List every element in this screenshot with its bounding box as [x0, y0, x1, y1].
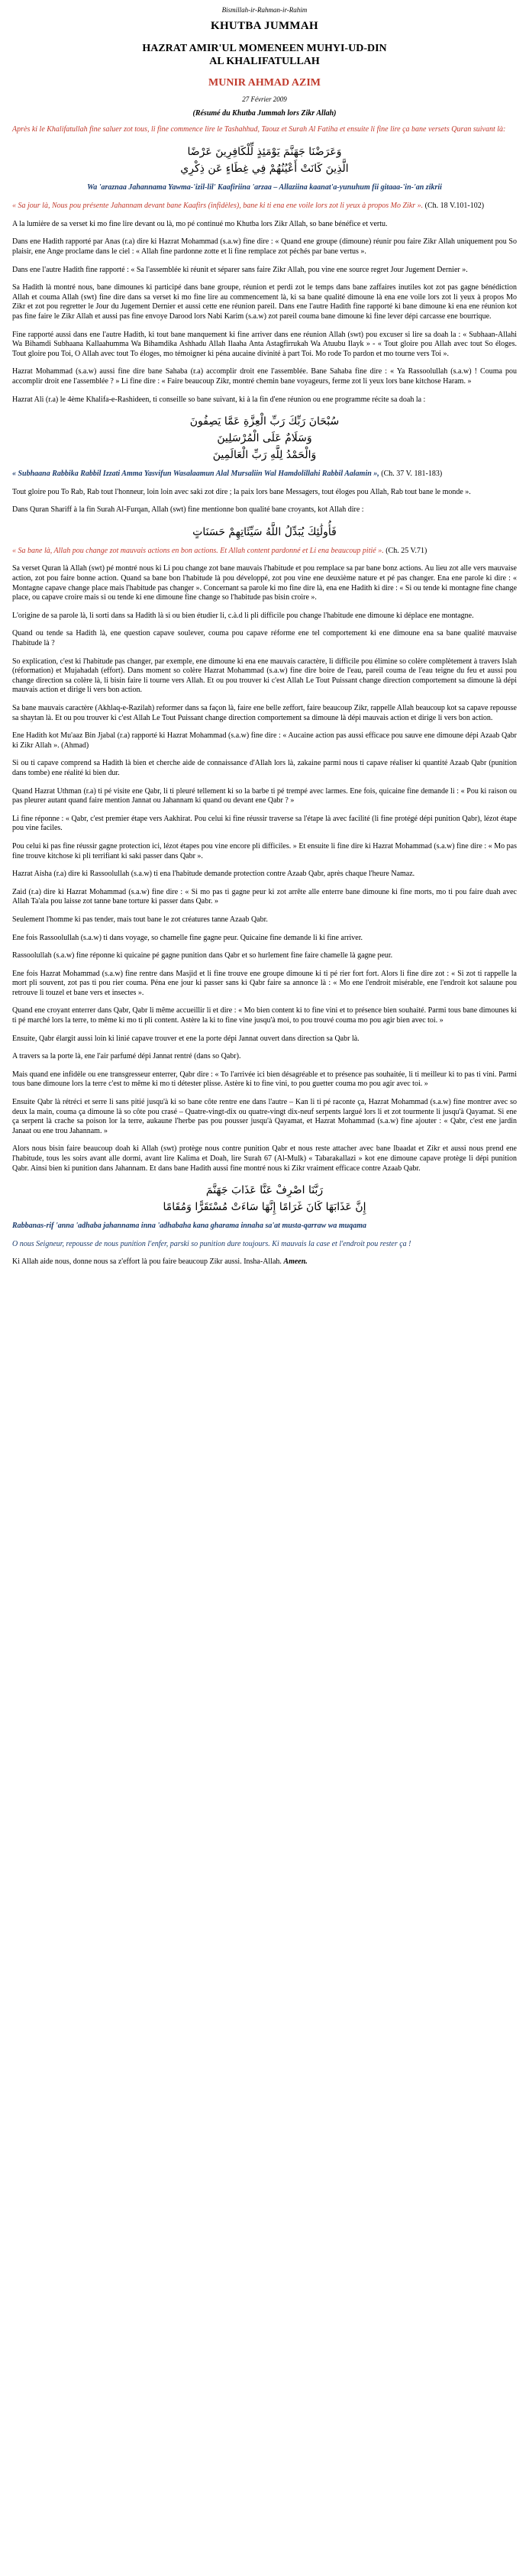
paragraph: Ene Hadith kot Mu'aaz Bin Jjabal (r.a) rapporté ki Hazrat Mohammad (s.a.w) fine dire : « Aucaine action pas aussi efficace pou sauve ene dimoune dépi Azaab Qabr ki Zikr Allah ». (Ahmad) [12, 731, 517, 750]
paragraph: Pou celui ki pas fine réussir gagne protection ici, lézot étapes pou vine encore pli difficiles. » Et ensuite li fine dire ki Hazrat Mohammad (s.a.w) fine dire : « Mo pas fine trouve kitchose ki pli terrifiant ki saki passer dans Qabr ». [12, 841, 517, 860]
verse-4-transliteration: Rabbanas-rif 'anna 'adhaba jahannama inna 'adhabaha kana gharama innaha sa'at musta-qarraw wa muqama [12, 1222, 367, 1231]
paragraph: Hazrat Aisha (r.a) dire ki Rassoolullah (s.a.w) ti ena l'habitude demande protection contre Azaab Qabr, après chaque l'heure Namaz. [12, 870, 415, 879]
quran-verse-4-arabic [12, 1182, 517, 1215]
paragraph: Ene fois Hazrat Mohammad (s.a.w) fine rentre dans Masjid et li fine trouve ene groupe dimoune ki ti pé rier fort fort. Alors li fine dire zot : « Si zot ti rappelle la mort pli souvent, zot pas ti pou rier couma. Péna ene jour ki passer sans ki Qabr faire sa annonce là : « Mo ene l'endroit misérable, ene l'endroit kot salaune pou retrouve li touzel et bane vers et insectes ». [12, 969, 517, 997]
paragraph: Alors nous bisin faire beaucoup doah ki Allah (swt) protège nous contre punition Qabr et nous reste attacher avec bane Ibaadat et Zikr et aussi nous prend ene l'habitude, tous les soirs avant alle dormi, avant lire Kalima et Doah, lire Surah 67 (Al-Mulk) « Tabarakallazi » kot ene dimoune capave protège li dépi punition Qabr. Ainsi bien ki punition dans Jahannam. Et dans bane Hadith aussi fine montré nous ki Zikr vraiment efficace contre Azaab Qabr. [12, 1144, 517, 1173]
paragraph: Li fine réponne : « Qabr, c'est premier étape vers Aakhirat. Pou celui ki fine réussir traverse sa l'étape là avec facilité (li fine protégé dépi punition Qabr), lézot étape pou vine faciles. [12, 814, 517, 833]
ameen: Ameen. [283, 1257, 308, 1267]
arabic-line: وَعَرَضْنَا جَهَنَّمَ يَوْمَئِذٍ لِّلْكَافِرِينَ عَرْضًا [187, 145, 342, 158]
paragraph: Sa Hadith là montré nous, bane dimounes ki participé dans bane groupe, réunion et perdi zot le temps dans bane zaffaires inutiles kot zot pas gagne bénédiction Allah et couma Allah (swt) fine dire dans sa verset ki mo fine lire au commencement là, ki sa bane qualité dimoune là ena ene voile lors zot li yeux à propos Mo Zikr et zot pou regretter le Jour du Jugement Dernier et aussi cette ene réunion pareil. Dans ene l'autre Hadith fine rapporté ki bane dimoune ki ena ene réunion kot pas fine faire le Zikr Allah et aussi pas fine envoye Darood lors Nabi Karim (s.a.w) zot pareil couma bane dimoune ki fine lever dépi carcasse ene bourrique. [12, 283, 517, 321]
paragraph: Quand ene croyant enterrer dans Qabr, Qabr li même accueillir li et dire : « Mo bien content ki to fine vini et to présence bien souhaité. Parmi tous bane dimounes ki ti pé marché lors la terre, to même ki mo ti pli content. Astère la ki to fine vine jusqu'à moi, to pou trouvé couma mo pou agir bien avec toi. » [12, 1006, 517, 1025]
verse-1-translation [12, 202, 517, 211]
paragraph: Hazrat Ali (r.a) le 4ème Khalifa-e-Rashideen, ti conseille so bane suivant, ki à la fin d'ene réunion ou ene programme récite sa doah la : [12, 395, 426, 404]
intro-paragraph: Après ki le Khalifatullah fine saluer zot tous, li fine commence lire le Tashahhud, Taouz et Surah Al Fatiha et ensuite li fine lire ça bane versets Quran suivant là: [12, 125, 506, 134]
arabic-line: وَسَلَامٌ عَلَى الْمُرْسَلِينَ [217, 432, 312, 445]
paragraph: So explication, c'est ki l'habitude pas changer, par exemple, ene dimoune ki ena ene mauvais caractère, li difficile pou élimine so colère complètement à travers Islah (réformation) et Mujahadah (effort). Dans moment so colère Hazrat Mohammad (s.a.w) fine dire boire de l'eau, pareil couma de l'eau teigne du feu et aussi pou change direction sa colère là, li bisin faire li tourne vers Allah. Et ou pou trouver ki c'est Allah Le Tout Puissant change direction comportement sa dimoune là dépi mauvais action et dirige li vers bon action. [12, 657, 517, 695]
sermon-summary-label: (Résumé du Khutba Jummah lors Zikr Allah) [192, 109, 337, 118]
paragraph: Quand ou tende sa Hadith là, ene question capave soulever, couma pou capave réforme ene tel comportement ki ene dimoune ena sa bane qualité mauvaise l'habitude là ? [12, 629, 517, 648]
arabic-line: الَّذِينَ كَانَتْ أَعْيُنُهُمْ فِي غِطَاءٍ عَن ذِكْرِي [180, 162, 349, 175]
paragraph: Zaid (r.a) dire ki Hazrat Mohammad (s.a.w) fine dire : « Si mo pas ti gagne peur ki zot arrête alle enterre bane dimoune ki fine morts, mo ti pou faire duah avec Allah Ta'ala pou laisse zot tanne bane torture ki passer dans Qabr. » [12, 887, 517, 906]
paragraph: Hazrat Mohammad (s.a.w) aussi fine dire bane Sahaba (r.a) accomplir droit ene l'assemblée. Bane Sahaba fine dire : « Ya Rassoolullah (s.a.w) ! Couma pou accomplir droit ene l'assemblée ? » Li fine dire : « Faire beaucoup Zikr, montré chemin bane voyageurs, ferme zot li yeux lors bane kitchose Haram. » [12, 367, 517, 386]
paragraph: Seulement l'homme ki pas tender, mais tout bane le zot créatures tanne Azaab Qabr. [12, 915, 268, 924]
page-title: KHUTBA JUMMAH [211, 20, 318, 32]
paragraph: Ensuite, Qabr élargit aussi loin ki linié capave trouver et ene la porte dépi Jannat ouvert dans direction sa Qabr là. [12, 1034, 360, 1043]
paragraph: Ensuite Qabr là rétréci et serre li sans pitié jusqu'à ki so bane côte rentre ene dans l'autre – Kan li ti pé raconte ça, Hazrat Mohammad (s.a.w) fine montrer avec so deux la main, couma ça dimoune là so côte pou crasé – Quatre-vingt-dix ou quatre-vingt dix-neuf serpents largué lors li et zot tourmente li jusqu'à Qayamat. Si ene ça serpent là crache sa poison lor la terre, aukaune l'herbe pas pou pousser jusqu'à Qayamat, et Hazrat Mohammad (s.a.w) fine ajouter : « Qabr, c'est ene jardin Janaat ou ene trou Jahannam. » [12, 1098, 517, 1135]
paragraph: Quand Hazrat Uthman (r.a) ti pé visite ene Qabr, li ti pleuré tellement ki so la barbe ti pé trempé avec larmes. Ene fois, quicaine fine demande li : « Pou ki raison ou pas pleurer autant quand faire mention Jannat ou Jahannam ki quand ou devant ene Qabr ? » [12, 786, 517, 805]
verse-3-translation [12, 547, 517, 557]
paragraph: Ene fois Rassoolullah (s.a.w) ti dans voyage, so chamelle fine gagne peur. Quicaine fine demande li ki fine arriver. [12, 933, 363, 942]
quran-verse-1-arabic [12, 144, 517, 177]
closing-text: Ki Allah aide nous, donne nous sa z'effort là pou faire beaucoup Zikr aussi. Insha-Allah. [12, 1257, 282, 1267]
imam-name: MUNIR AHMAD AZIM [208, 77, 321, 89]
verse-1-transliteration: Wa 'araznaa Jahannama Yawma-'izil-lil' Kaafiriina 'arzaa – Allaziina kaanat'a-yunuhum fii gitaaa-'in-'an zikrii [87, 182, 442, 192]
paragraph: Mais quand ene infidèle ou ene transgresseur enterrer, Qabr dire : « To l'arrivée ici bien désagréable et to présence pas souhaitée, li ti meilleur ki to pas ti vini. Parmi tous bane dimoune lors la terre c'est to même ki mo ti détester plisse. Astère ki to fine vini, to pou guetter couma mo pou agir avec toi. » [12, 1070, 517, 1089]
paragraph: Dans Quran Shariff à la fin Surah Al-Furqan, Allah (swt) fine mentionne bon qualité bane croyants, kot Allah dire : [12, 505, 364, 515]
paragraph: Dans ene l'autre Hadith fine rapporté : « Sa l'assemblée ki réunit et séparer sans faire Zikr Allah, pou vine ene source regret Jour Jugement Dernier ». [12, 265, 468, 274]
arabic-line: فَأُولَٰئِكَ يُبَدِّلُ اللَّهُ سَيِّئَاتِهِمْ حَسَنَاتٍ [192, 525, 337, 538]
paragraph: Si ou ti capave comprend sa Hadith là bien et cherche aide de connaissance d'Allah lors là, zakaine parmi nous ti capave réaliser ki quantité Azaab Qabr (punition dans tombe) ene réalité ki bien dur. [12, 759, 517, 777]
paragraph: Tout gloire pou To Rab, Rab tout l'honneur, loin loin avec saki zot dire ; la paix lors bane Messagers, tout éloges pou Allah, Rab tout bane le monde ». [12, 487, 471, 496]
paragraph: A travers sa la porte là, ene l'air parfumé dépi Jannat rentré (dans so Qabr). [12, 1052, 241, 1061]
paragraph: Sa verset Quran là Allah (swt) pé montré nous ki Li pou change zot bane mauvais l'habitude et pou remplace sa par bane bonz actions. Au lieu zot alle vers mauvaise action, zot pou faire bonne action. Quand sa bane bon l'habitude là pou développé, zot pou vine ene deuxième nature et pé pas changer. Ena ene parole ki dire : « Montagne capave change place mais l'habitude pas changer ». Concernant sa parole ki mo fine dire là, ena ene Hadith ki dire : « Si ou tende ki montagne fine change place, ou capave croire mais si ou tende ki ene dimoune fine change so l'habitude pas bisin croire ». [12, 564, 518, 602]
verse-reference: (Ch. 37 V. 181-183) [381, 470, 443, 479]
verse-4-translation: O nous Seigneur, repousse de nous punition l'enfer, parski so punition dure toujours. Ki mauvais la case et l'endroit pou rester ça ! [12, 1239, 411, 1248]
subtitle-line-2: AL KHALIFATULLAH [209, 56, 320, 67]
sermon-document [12, 0, 517, 1267]
arabic-line: رَبَّنَا اصْرِفْ عَنَّا عَذَابَ جَهَنَّمَ [205, 1184, 324, 1197]
paragraph: Sa bane mauvais caractère (Akhlaq-e-Razilah) reformer dans sa façon là, faire ene belle zeffort, faire beaucoup Zikr, rappelle Allah beaucoup kot sa capave repousse sa shaytan là. Et ou pou trouver ki c'est Allah Le Tout Puissant change direction comportement sa dimoune là dépi mauvais action et dirige li vers bon action. [12, 704, 517, 722]
paragraph: Rassoolullah (s.a.w) fine réponne ki quicaine pé gagne punition dans Qabr et so hurlement fine faire chamelle là gagne peur. [12, 951, 393, 960]
paragraph: Dans ene Hadith rapporté par Anas (r.a) dire ki Hazrat Mohammad (s.a.w) fine dire : « Quand ene groupe (dimoune) réunir pou faire Zikr Allah uniquement pou So plaisir, ene Ange proclame dans le ciel : « Allah fine pardonne zotte et li fine remplace zot péchés par bane vertus ». [12, 237, 517, 256]
verse-2-transliteration [12, 470, 517, 479]
verse-reference: (Ch. 18 V.101-102) [424, 202, 485, 211]
translation-text: « Sa jour là, Nous pou présente Jahannam devant bane Kaafirs (infidèles), bane ki ti ena ene voile lors zot li yeux à propos Mo Zikr ». [12, 202, 424, 211]
arabic-line: سُبْحَانَ رَبِّكَ رَبِّ الْعِزَّةِ عَمَّا يَصِفُونَ [189, 415, 340, 428]
translation-text: « Sa bane là, Allah pou change zot mauvais actions en bon actions. Et Allah content pardonné et Li ena beaucoup pitié ». [12, 546, 384, 555]
paragraph: L'origine de sa parole là, li sorti dans sa Hadith là si ou bien étudier li, c.à.d li pli difficile pou change l'habitude ene dimoune ki déplace ene montagne. [12, 611, 474, 620]
closing-paragraph [12, 1257, 517, 1267]
arabic-line: إِنَّ عَذَابَهَا كَانَ غَرَامًا إِنَّهَا سَاءَتْ مُسْتَقَرًّا وَمُقَامًا [163, 1201, 366, 1214]
bismillah: Bismillah-ir-Rahman-ir-Rahim [221, 6, 308, 14]
verse-reference: (Ch. 25 V.71) [385, 546, 427, 555]
paragraph: Fine rapporté aussi dans ene l'autre Hadith, ki tout bane manquement ki fine arriver dans ene réunion Allah (swt) pou excuser si lire sa doah la : « Subhaan-Allahi Wa Bihamdi Subhaana Kallaahumma Wa Bihamdika Ashhadu Allah Ilaaha Anta Astagfirrukah Wa Atuubu Ilayk » - « Tout gloire pou Allah avec tout So éloges. Tout gloire pou Toi, O Allah avec tout To éloges, mo témoigner ki péna aucaine divinité à part Toi. Mo rode To pardon et mo tourne vers Toi ». [12, 330, 517, 358]
transliteration-text: « Subhaana Rabbika Rabbil Izzati Amma Yasvifun Wasalaamun Alal Mursaliin Wal Hamdolillahi Rabbil Aalamin », [12, 470, 379, 479]
subtitle-line-1: HAZRAT AMIR'UL MOMENEEN MUHYI-UD-DIN [142, 43, 387, 54]
quran-verse-2-arabic [12, 413, 517, 463]
arabic-line: وَالْحَمْدُ لِلَّهِ رَبِّ الْعَالَمِينَ [212, 449, 317, 462]
sermon-date: 27 Février 2009 [242, 95, 287, 103]
quran-verse-3-arabic [12, 524, 517, 541]
paragraph: A la lumière de sa verset ki mo fine lire devant ou là, mo pé continué mo Khutba lors Zikr Allah, so bane bénéfice et vertu. [12, 219, 388, 228]
